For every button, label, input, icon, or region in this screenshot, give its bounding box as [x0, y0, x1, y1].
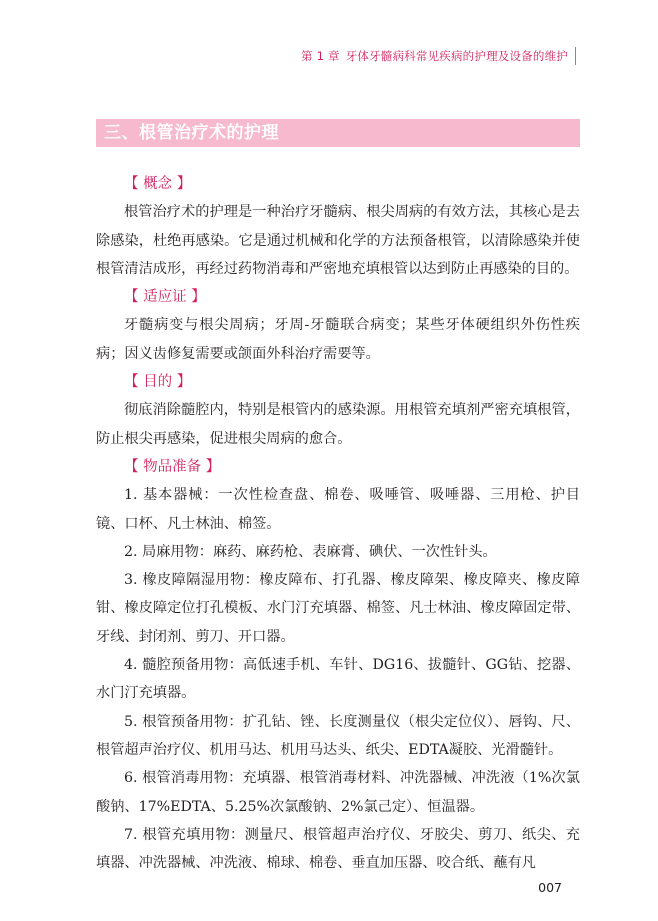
body-text — [96, 170, 580, 877]
paragraph: 根管治疗术的护理是一种治疗牙髓病、根尖周病的有效方法，其核心是去除感染，杜绝再感染。它是通过机械和化学的方法预备根管，以清除感染并使根管清洁成形，再经过药物消毒和严密地充填根管以达到防止再感染的目的。 — [96, 204, 580, 277]
paragraph: 3. 橡皮障隔湿用物：橡皮障布、打孔器、橡皮障架、橡皮障夹、橡皮障钳、橡皮障定位打孔模板、水门汀充填器、棉签、凡士林油、橡皮障固定带、牙线、封闭剂、剪刀、开口器。 — [96, 572, 580, 645]
paragraph: 7. 根管充填用物：测量尺、根管超声治疗仪、牙胶尖、剪刀、纸尖、充填器、冲洗器械、冲洗液、棉球、棉卷、垂直加压器、咬合纸、蘸有凡 — [96, 826, 580, 872]
running-head-divider — [575, 47, 576, 65]
section-title: 三、根管治疗术的护理 — [104, 123, 279, 143]
paragraph: 5. 根管预备用物：扩孔钻、锉、长度测量仪（根尖定位仪）、唇钩、尺、根管超声治疗仪、机用马达、机用马达头、纸尖、EDTA凝胶、光滑髓针。 — [96, 713, 580, 758]
running-head-chapter: 第 1 章 — [301, 49, 340, 63]
section-title-band — [96, 119, 580, 147]
paragraph: 彻底消除髓腔内，特别是根管内的感染源。用根管充填剂严密充填根管，防止根尖再感染，促进根尖周病的愈合。 — [96, 402, 580, 447]
paragraph: 2. 局麻用物：麻药、麻药枪、表麻膏、碘伏、一次性针头。 — [124, 543, 497, 560]
subsection-heading: 【 物品准备 】 — [124, 458, 221, 475]
paragraph: 牙髓病变与根尖周病；牙周-牙髓联合病变；某些牙体硬组织外伤性疾病；因义齿修复需要或颌面外科治疗需要等。 — [96, 317, 580, 362]
subsection-heading: 【 目的 】 — [124, 374, 192, 391]
subsection-heading: 【 概念 】 — [124, 176, 192, 192]
paragraph: 4. 髓腔预备用物：高低速手机、车针、DG16、拔髓针、GG钻、挖器、水门汀充填器。 — [96, 657, 580, 702]
paragraph: 6. 根管消毒用物：充填器、根管消毒材料、冲洗器械、冲洗液（1%次氯酸钠、17%EDTA、5.25%次氯酸钠、2%氯己定）、恒温器。 — [96, 770, 580, 815]
subsection-heading: 【 适应证 】 — [124, 289, 206, 306]
page-number: 007 — [538, 880, 562, 895]
running-head — [301, 46, 583, 66]
running-head-title: 牙体牙髓病科常见疾病的护理及设备的维护 — [345, 49, 568, 63]
paragraph: 1. 基本器械：一次性检查盘、棉卷、吸唾管、吸唾器、三用枪、护目镜、口杯、凡士林油、棉签。 — [96, 487, 580, 532]
